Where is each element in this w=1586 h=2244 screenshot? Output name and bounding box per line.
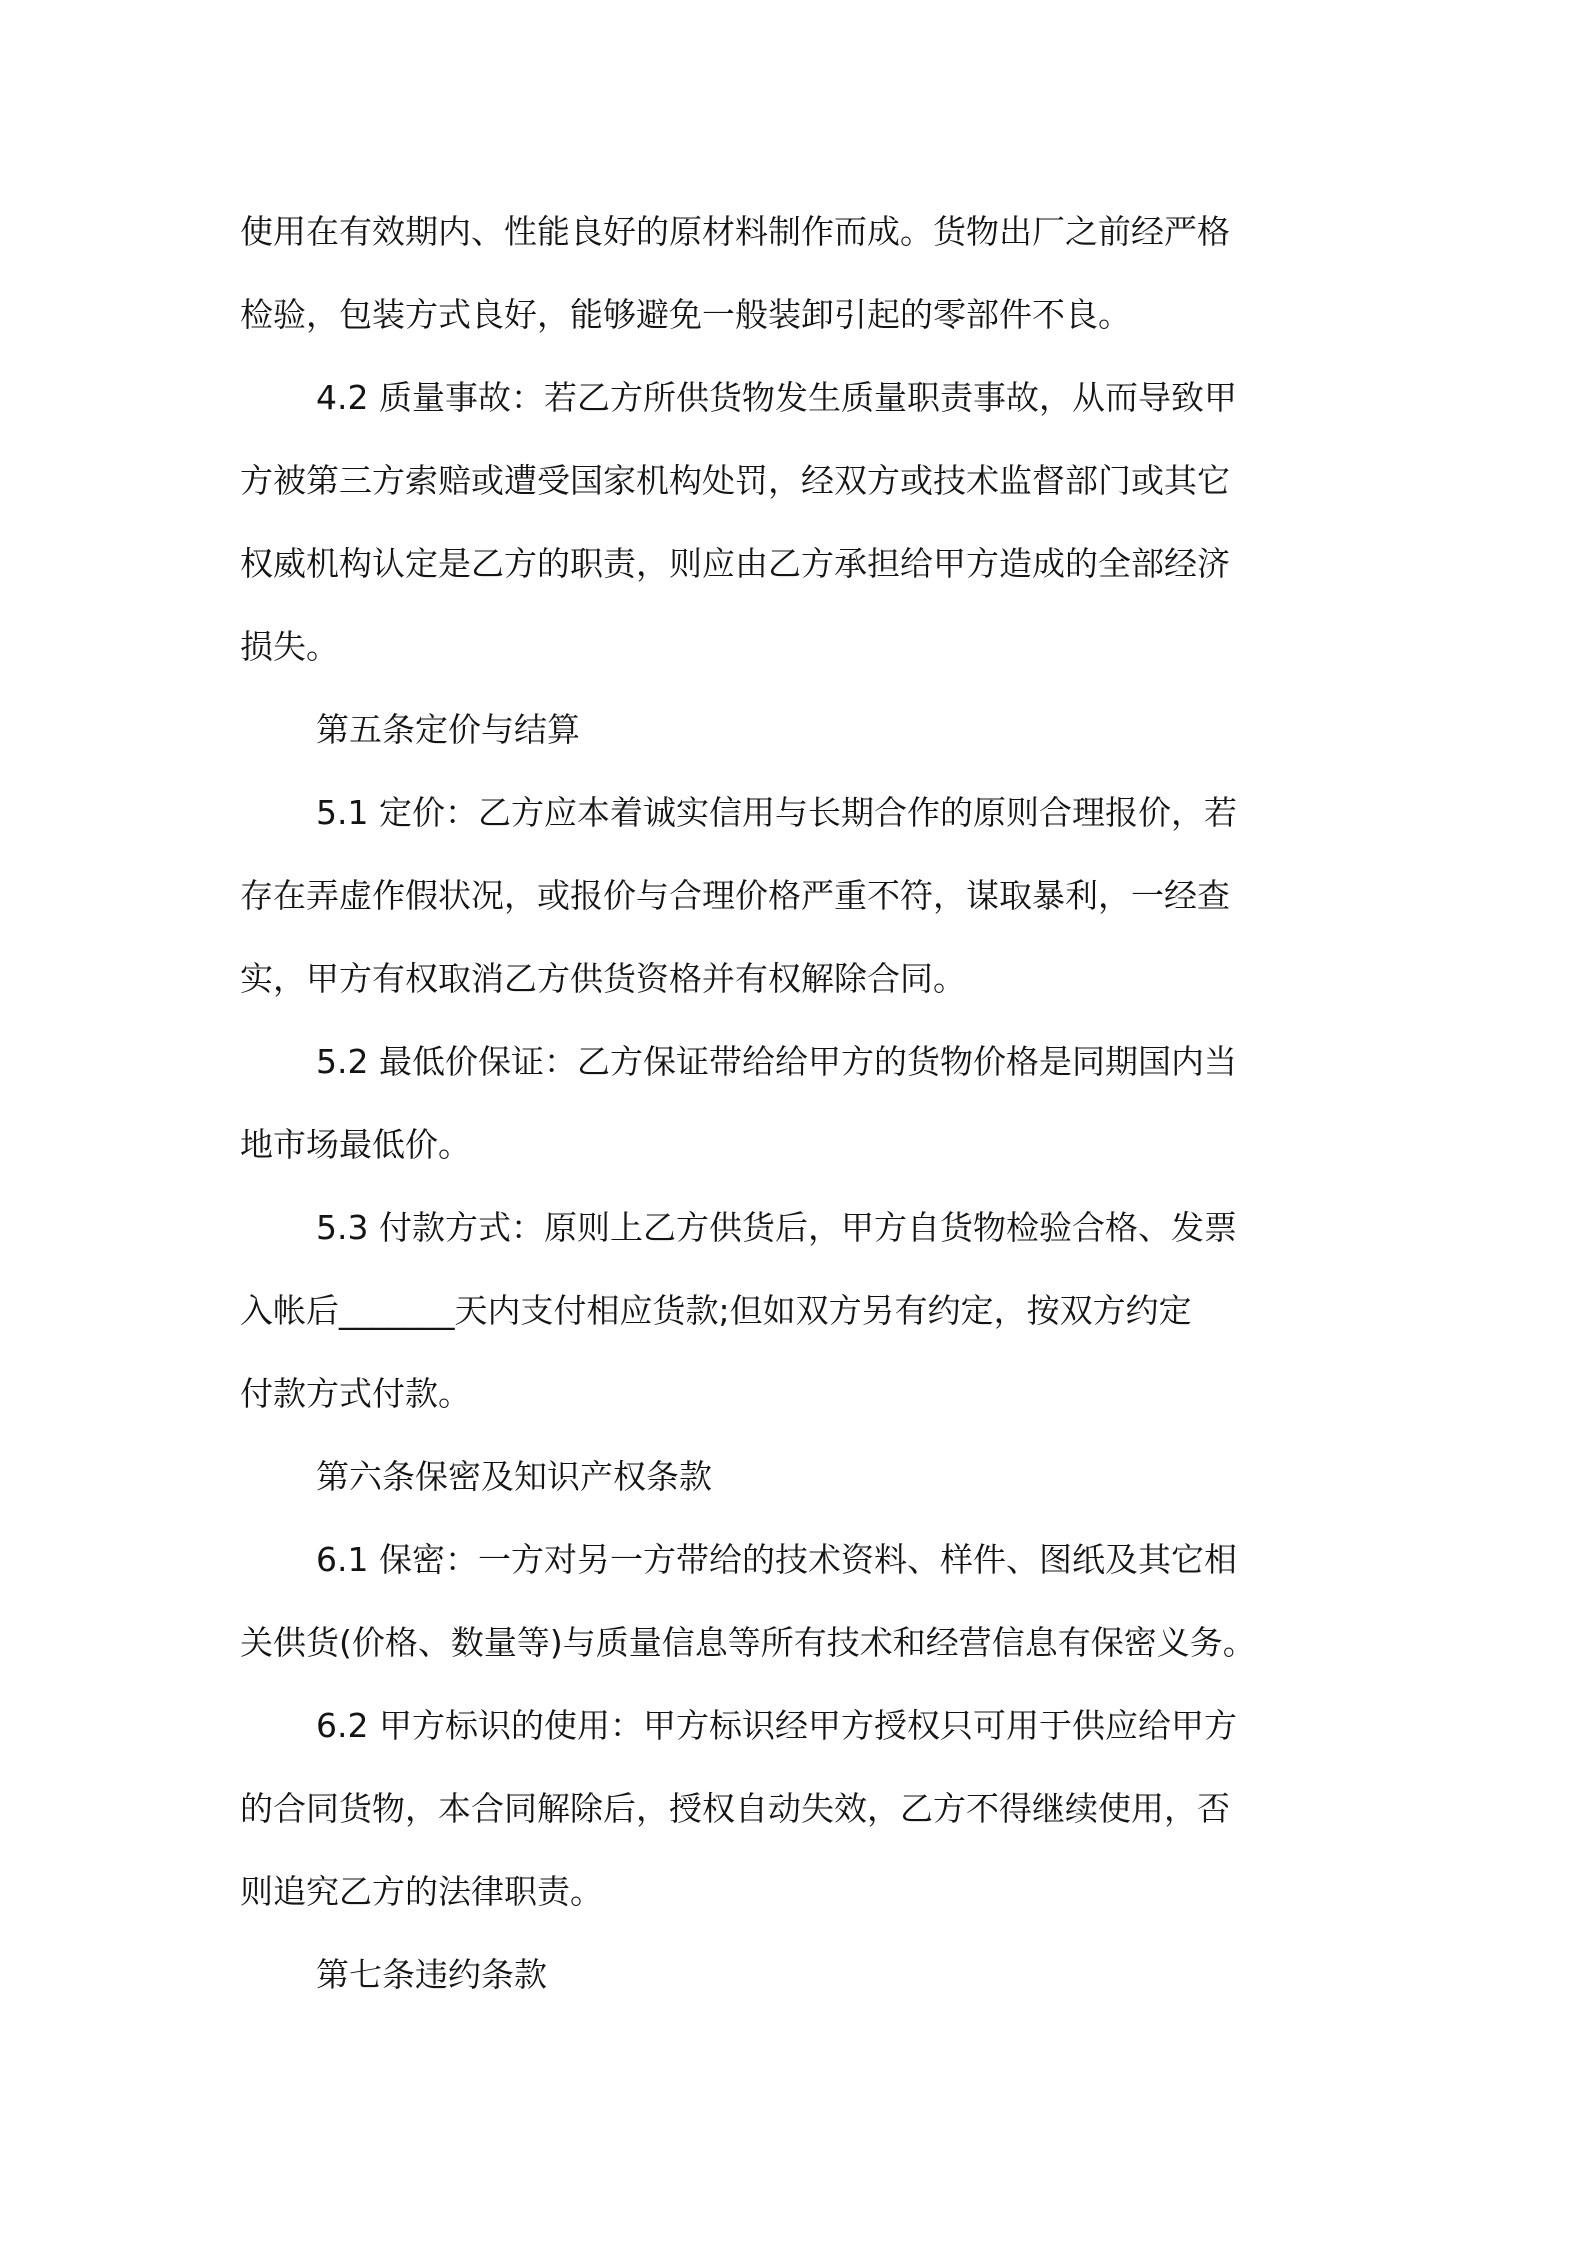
text-line: 损失。 bbox=[240, 627, 339, 666]
clause-5-2: 5.2 最低价保证：乙方保证带给给甲方的货物价格是同期国内当 bbox=[316, 1042, 1237, 1081]
text-line: 存在弄虚作假状况，或报价与合理价格严重不符，谋取暴利，一经查 bbox=[240, 876, 1230, 915]
clause-5-1: 5.1 定价：乙方应本着诚实信用与长期合作的原则合理报价，若 bbox=[316, 793, 1237, 832]
clause-6-2: 6.2 甲方标识的使用：甲方标识经甲方授权只可用于供应给甲方 bbox=[316, 1706, 1237, 1745]
text-line: 则追究乙方的法律职责。 bbox=[240, 1872, 603, 1911]
text-line: 入帐后_______天内支付相应货款;但如双方另有约定，按双方约定 bbox=[240, 1291, 1192, 1330]
article-5-heading: 第五条定价与结算 bbox=[316, 710, 580, 749]
text-line: 付款方式付款。 bbox=[240, 1374, 471, 1413]
text-line: 实，甲方有权取消乙方供货资格并有权解除合同。 bbox=[240, 959, 966, 998]
contract-text bbox=[240, 190, 1350, 2016]
article-7-heading: 第七条违约条款 bbox=[316, 1955, 547, 1994]
clause-5-3: 5.3 付款方式：原则上乙方供货后，甲方自货物检验合格、发票 bbox=[316, 1208, 1237, 1247]
text-line: 地市场最低价。 bbox=[240, 1125, 471, 1164]
text-line: 的合同货物，本合同解除后，授权自动失效，乙方不得继续使用，否 bbox=[240, 1789, 1230, 1828]
text-line: 使用在有效期内、性能良好的原材料制作而成。货物出厂之前经严格 bbox=[240, 212, 1230, 251]
clause-4-2: 4.2 质量事故：若乙方所供货物发生质量职责事故，从而导致甲 bbox=[316, 378, 1237, 417]
text-line: 检验，包装方式良好，能够避免一般装卸引起的零部件不良。 bbox=[240, 295, 1131, 334]
text-line: 关供货(价格、数量等)与质量信息等所有技术和经营信息有保密义务。 bbox=[240, 1623, 1256, 1662]
clause-6-1: 6.1 保密：一方对另一方带给的技术资料、样件、图纸及其它相 bbox=[316, 1540, 1237, 1579]
text-line: 方被第三方索赔或遭受国家机构处罚，经双方或技术监督部门或其它 bbox=[240, 461, 1230, 500]
text-line: 权威机构认定是乙方的职责，则应由乙方承担给甲方造成的全部经济 bbox=[240, 544, 1230, 583]
article-6-heading: 第六条保密及知识产权条款 bbox=[316, 1457, 712, 1496]
